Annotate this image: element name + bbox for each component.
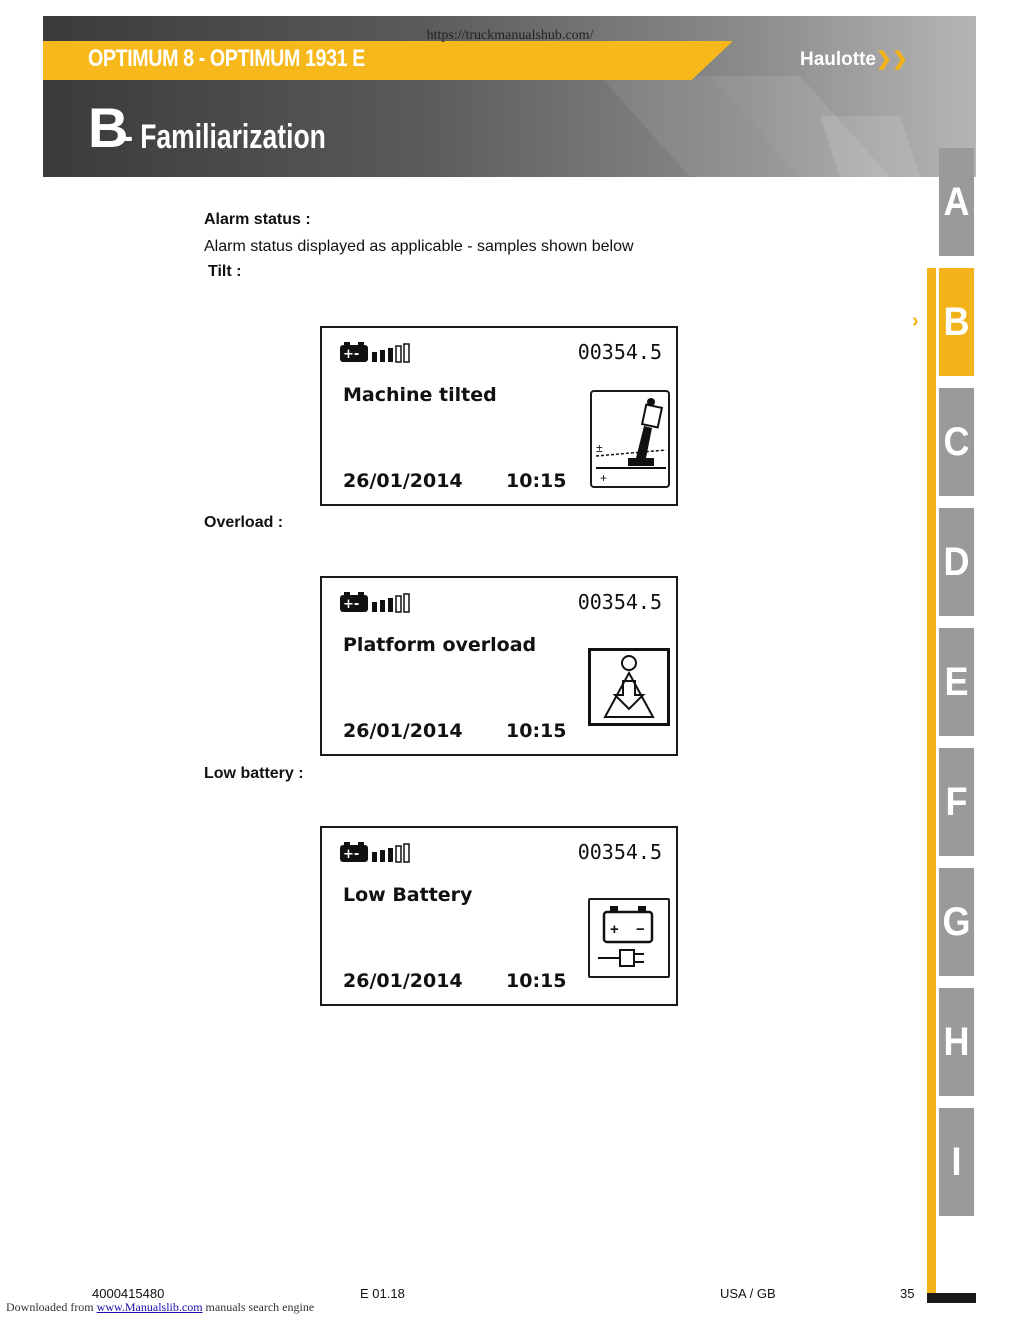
- alarm-heading: Alarm status :: [204, 211, 311, 228]
- tab-d[interactable]: D: [939, 508, 974, 616]
- svg-text:−: −: [636, 921, 645, 938]
- hour-counter: 00354.5: [577, 340, 662, 364]
- source-url: https://truckmanualshub.com/: [426, 28, 594, 43]
- tilt-label: Tilt :: [208, 263, 242, 280]
- svg-text:+: +: [610, 921, 619, 938]
- svg-text:+-: +-: [343, 347, 360, 362]
- time: 10:15: [506, 470, 567, 492]
- brand-logo: [800, 48, 908, 71]
- download-suffix: manuals search engine: [205, 1300, 315, 1314]
- time: 10:15: [506, 720, 567, 742]
- tab-g[interactable]: G: [939, 868, 974, 976]
- footer-bar: [927, 1293, 976, 1303]
- active-section-bar: [927, 268, 936, 1293]
- alarm-message: Machine tilted: [343, 384, 497, 406]
- date: 26/01/2014: [343, 720, 463, 742]
- svg-text:+-: +-: [343, 847, 360, 862]
- doc-number: 4000415480: [92, 1286, 165, 1301]
- battery-charge-icon: [590, 900, 668, 976]
- lcd-screen-overload: [320, 576, 678, 756]
- time: 10:15: [506, 970, 567, 992]
- hour-counter: 00354.5: [577, 840, 662, 864]
- tab-h[interactable]: H: [939, 988, 974, 1096]
- section-title: - Familiarization: [124, 118, 326, 156]
- battery-level-icon: [340, 842, 422, 864]
- active-tab-arrow-icon: ›: [912, 310, 919, 332]
- manualslib-link[interactable]: www.Manualslib.com: [96, 1300, 203, 1314]
- edition: E 01.18: [360, 1286, 405, 1301]
- battery-level-icon: [340, 342, 422, 364]
- tilt-icon: [592, 392, 668, 486]
- lcd-screen-low-battery: [320, 826, 678, 1006]
- tab-i[interactable]: I: [939, 1108, 974, 1216]
- region: USA / GB: [720, 1286, 776, 1301]
- alarm-description: Alarm status displayed as applicable - samples shown below: [204, 238, 634, 255]
- tab-a[interactable]: A: [939, 148, 974, 256]
- download-note: [6, 1300, 314, 1315]
- hour-counter: 00354.5: [577, 590, 662, 614]
- overload-icon: [591, 651, 667, 723]
- svg-text:+: +: [600, 471, 608, 485]
- svg-text:±: ±: [596, 441, 603, 455]
- tab-b[interactable]: B: [939, 268, 974, 376]
- date: 26/01/2014: [343, 970, 463, 992]
- brand-chevron-icon: ❯❯: [876, 49, 908, 70]
- tab-e[interactable]: E: [939, 628, 974, 736]
- page-number: 35: [900, 1286, 915, 1301]
- alarm-message: Low Battery: [343, 884, 473, 906]
- battery-level-icon: [340, 592, 422, 614]
- section-letter: B: [88, 96, 129, 159]
- tab-c[interactable]: C: [939, 388, 974, 496]
- tilt-icon-frame: [590, 390, 670, 488]
- alarm-message: Platform overload: [343, 634, 537, 656]
- lcd-screen-tilt: [320, 326, 678, 506]
- low-battery-label: Low battery :: [204, 765, 304, 782]
- overload-icon-frame: [588, 648, 670, 726]
- battery-charge-icon-frame: [588, 898, 670, 978]
- overload-label: Overload :: [204, 514, 284, 531]
- model-title: OPTIMUM 8 - OPTIMUM 1931 E: [88, 45, 365, 72]
- brand-name: Haulotte: [800, 49, 876, 70]
- svg-text:+-: +-: [343, 597, 360, 612]
- date: 26/01/2014: [343, 470, 463, 492]
- tab-f[interactable]: F: [939, 748, 974, 856]
- download-prefix: Downloaded from: [6, 1300, 94, 1314]
